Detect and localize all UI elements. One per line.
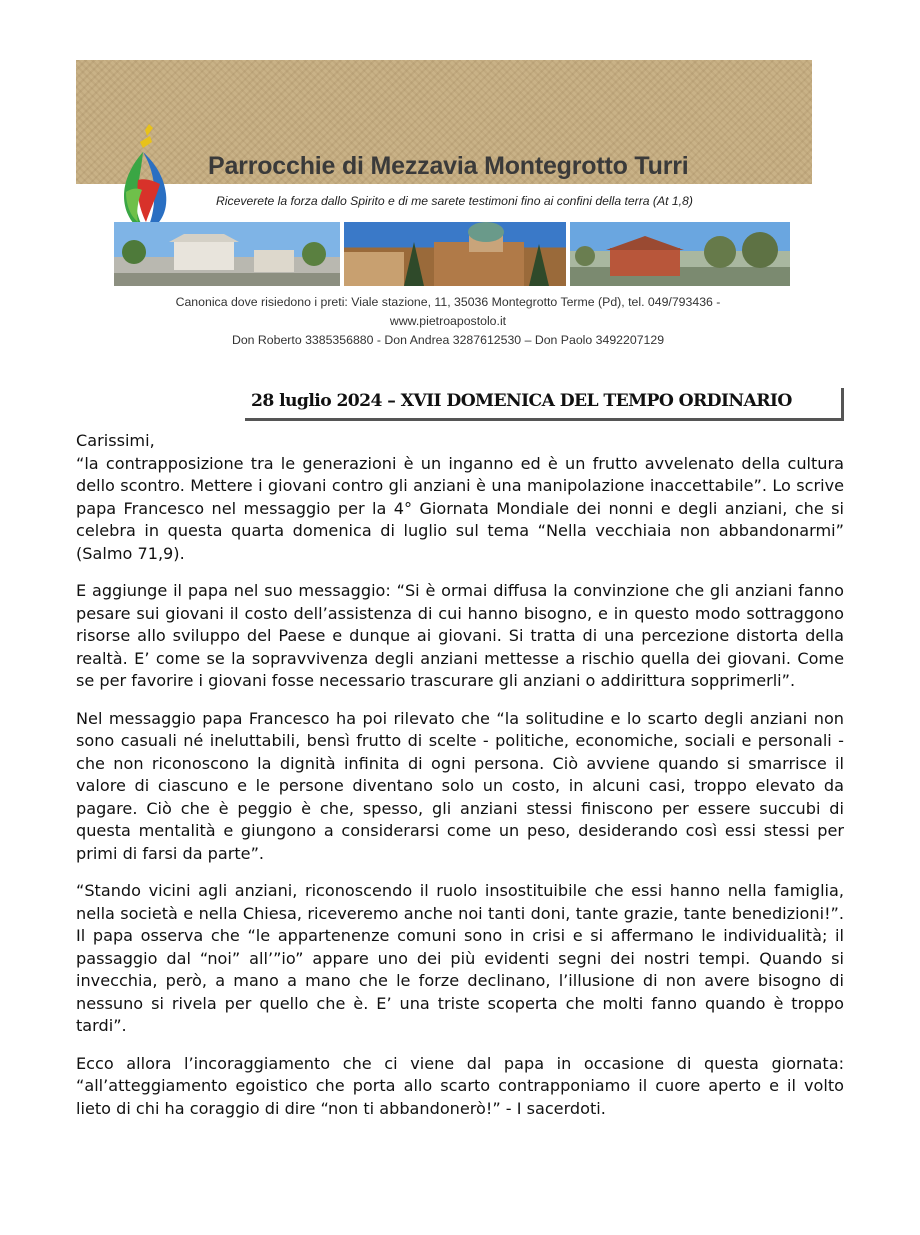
priests-phone-numbers: Don Roberto 3385356880 - Don Andrea 3287612530 – Don Paolo 3492207129 [231,333,665,347]
church-photo-2 [344,222,566,286]
paragraph-1: “la contrapposizione tra le generazioni è un inganno ed è un frutto avvelenato della cultura dello scontro. Mettere i giovani contro gli anziani è una manipolazione inaccettabile”. Lo scrive papa Francesco nel messaggio per la 4° Giornata Mondiale dei nonni e degli anziani, che si celebra in questa quarta domenica di luglio sul tema “Nella vecchiaia non abbandonarmi” (Salmo 71,9). [76,453,844,563]
parish-logo-icon [116,122,174,234]
church-photo-3 [570,222,790,286]
church-photo-1 [114,222,340,286]
parish-motto: Riceverete la forza dallo Spirito e di me sarete testimoni fino ai confini della terra (At 1,8) [216,194,693,208]
parish-title: Parrocchie di Mezzavia Montegrotto Turri [208,152,689,180]
date-heading: 28 luglio 2024 – XVII DOMENICA DEL TEMPO ORDINARIO [251,391,792,411]
website-link[interactable]: www.pietroapostolo.it [389,314,507,328]
paragraph-5: Ecco allora l’incoraggiamento che ci viene dal papa in occasione di questa giornata: “all’atteggiamento egoistico che porta allo scarto contrapponiamo il cuore aperto e il volto lieto di chi ha coraggio di dire “non ti abbandonerò!” - I sacerdoti. [76,1053,844,1118]
letter-body [76,430,844,1135]
paragraph-2: E aggiunge il papa nel suo messaggio: “Si è ormai diffusa la convinzione che gli anziani fanno pesare sui giovani il costo dell’assistenza di cui hanno bisogno, e in questo modo sottraggono risorse allo sviluppo del Paese e dunque ai giovani. Si tratta di una percezione distorta della realtà. E’ come se la sopravvivenza degli anziani mettesse a rischio quella dei giovani. Come se per favorire i giovani fosse necessario trascurare gli anziani o addirittura sopprimerli”. [76,581,844,690]
contact-address: Canonica dove risiedono i preti: Viale stazione, 11, 35036 Montegrotto Terme (Pd), tel. 049/793436 - [175,295,721,309]
paragraph-4: “Stando vicini agli anziani, riconoscendo il ruolo insostituibile che essi hanno nella famiglia, nella società e nella Chiesa, riceveremo anche noi tanti doni, tante grazie, tante benedizioni!”. Il papa osserva che “le appartenenze comuni sono in crisi e si affermano le individualità; il passaggio dal “noi” all’”io” appare uno dei più evidenti segni dei nostri tempi. Quando si invecchia, però, a mano a mano che le forze declinano, l’illusione di non avere bisogno di nessuno si rivela per quello che è. E’ una triste scoperta che molti fanno quando è troppo tardi”. [76,881,844,1035]
date-heading-box [245,388,844,421]
paragraph-3: Nel messaggio papa Francesco ha poi rilevato che “la solitudine e lo scarto degli anziani non sono casuali né ineluttabili, bensì frutto di scelte - politiche, economiche, sociali e personali - che non riconoscono la dignità infinita di ogni persona. Ciò avviene quando si smarrisce il valore di ciascuno e le persone diventano solo un costo, in alcuni casi, troppo elevato da pagare. Ciò che è peggio è che, spesso, gli anziani stessi finiscono per essere succubi di questa mentalità e giungono a considerarsi come un peso, desiderando così essi stessi per primi di farsi da parte”. [76,708,844,863]
greeting: Carissimi, [76,431,155,450]
header-banner [76,60,812,286]
